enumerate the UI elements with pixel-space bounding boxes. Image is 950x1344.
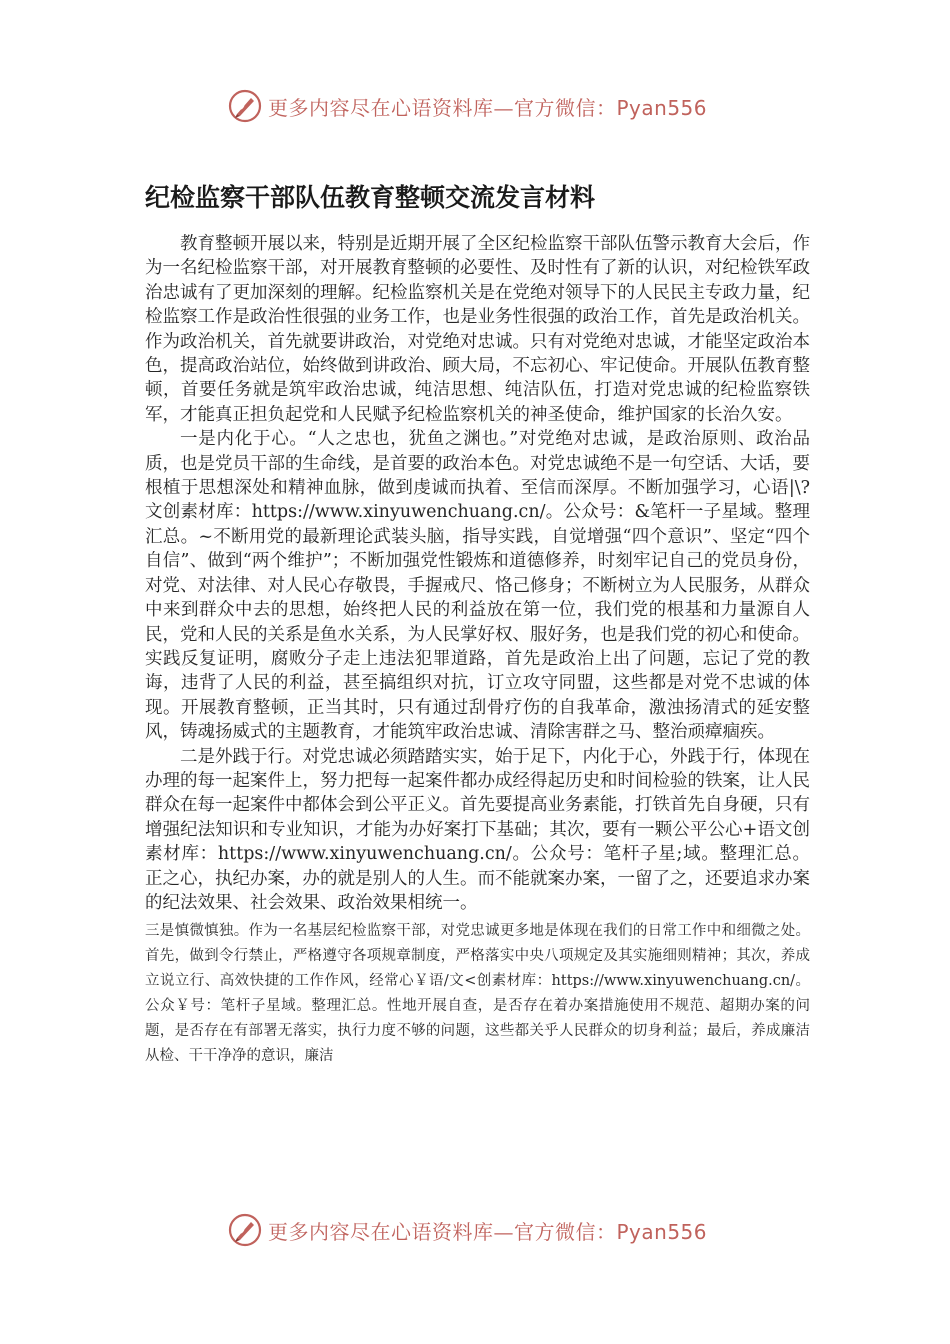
footer-banner bbox=[228, 1210, 748, 1250]
paragraph-point-two: 二是外践于行。对党忠诚必须踏踏实实，始于足下，内化于心，外践于行，体现在办理的每一起案件上，努力把每一起案件都办成经得起历史和时间检验的铁案，让人民群众在每一起案件中都体会到公平正义。首先要提高业务素能，打铁首先自身硬，只有增强纪法知识和专业知识，才能为办好案打下基础；其次，要有一颗公平公心+语文创素材库：https://www.xinyuwenchuang.cn/。公众号：笔杆子星;域。整理汇总。正之心，执纪办案，办的就是别人的人生。而不能就案办案，一留了之，还要追求办案的纪法效果、社会效果、政治效果相统一。 bbox=[145, 746, 810, 913]
document-body bbox=[145, 232, 810, 1069]
header-banner-text: 更多内容尽在心语资料库—官方微信：Pyan556 bbox=[268, 95, 708, 120]
paragraph-point-one: 一是内化于心。“人之忠也，犹鱼之渊也。”对党绝对忠诚，是政治原则、政治品质，也是党员干部的生命线，是首要的政治本色。对党忠诚绝不是一句空话、大话，要根植于思想深处和精神血脉，做到虔诚而执着、至信而深厚。不断加强学习，心语|\?文创素材库：https://www.xinyuwenchuang.cn/。公众号：&笔杆一子星域。整理汇总。~不断用党的最新理论武装头脑，指导实践，自觉增强“四个意识”、坚定“四个自信”、做到“两个维护”；不断加强党性锻炼和道德修养，时刻牢记自己的党员身份，对党、对法律、对人民心存敬畏，手握戒尺、恪己修身；不断树立为人民服务，从群众中来到群众中去的思想，始终把人民的利益放在第一位，我们党的根基和力量源自人民，党和人民的关系是鱼水关系，为人民掌好权、服好务，也是我们党的初心和使命。实践反复证明，腐败分子走上违法犯罪道路，首先是政治上出了问题，忘记了党的教诲，违背了人民的利益，甚至搞组织对抗，订立攻守同盟，这些都是对党不忠诚的体现。开展教育整顿，正当其时，只有通过刮骨疗伤的自我革命，激浊扬清式的延安整风，铸魂扬威式的主题教育，才能筑牢政治忠诚、清除害群之马、整治顽瘴痼疾。 bbox=[145, 429, 810, 743]
paragraph-point-three: 三是慎微慎独。作为一名基层纪检监察干部，对党忠诚更多地是体现在我们的日常工作中和细微之处。首先，做到令行禁止，严格遵守各项规章制度，严格落实中央八项规定及其实施细则精神；其次，养成立说立行、高效快捷的工作作风，经常心￥语/文<创素材库：https://www.xinyuwenchuang.cn/。公众￥号：笔杆子星域。整理汇总。性地开展自查，是否存在着办案措施使用不规范、超期办案的问题，是否存在有部署无落实，执行力度不够的问题，这些都关乎人民群众的切身利益；最后，养成廉洁从检、干干净净的意识，廉洁 bbox=[145, 923, 810, 1065]
pen-logo-icon bbox=[228, 1213, 262, 1247]
footer-banner-text: 更多内容尽在心语资料库—官方微信：Pyan556 bbox=[268, 1219, 708, 1244]
paragraph-intro: 教育整顿开展以来，特别是近期开展了全区纪检监察干部队伍警示教育大会后，作为一名纪检监察干部，对开展教育整顿的必要性、及时性有了新的认识，对纪检铁军政治忠诚有了更加深刻的理解。纪检监察机关是在党绝对领导下的人民民主专政力量，纪检监察工作是政治性很强的业务工作，也是业务性很强的政治工作，首先是政治机关。作为政治机关，首先就要讲政治，对党绝对忠诚。只有对党绝对忠诚，才能坚定政治本色，提高政治站位，始终做到讲政治、顾大局，不忘初心、牢记使命。开展队伍教育整顿，首要任务就是筑牢政治忠诚，纯洁思想、纯洁队伍，打造对党忠诚的纪检监察铁军，才能真正担负起党和人民赋予纪检监察机关的神圣使命，维护国家的长治久安。 bbox=[145, 234, 810, 425]
header-wechat-id: Pyan556 bbox=[616, 95, 708, 120]
pen-logo-icon bbox=[228, 89, 262, 123]
header-banner bbox=[228, 86, 748, 126]
document-title: 纪检监察干部队伍教育整顿交流发言材料 bbox=[145, 183, 596, 212]
footer-wechat-id: Pyan556 bbox=[616, 1219, 708, 1244]
